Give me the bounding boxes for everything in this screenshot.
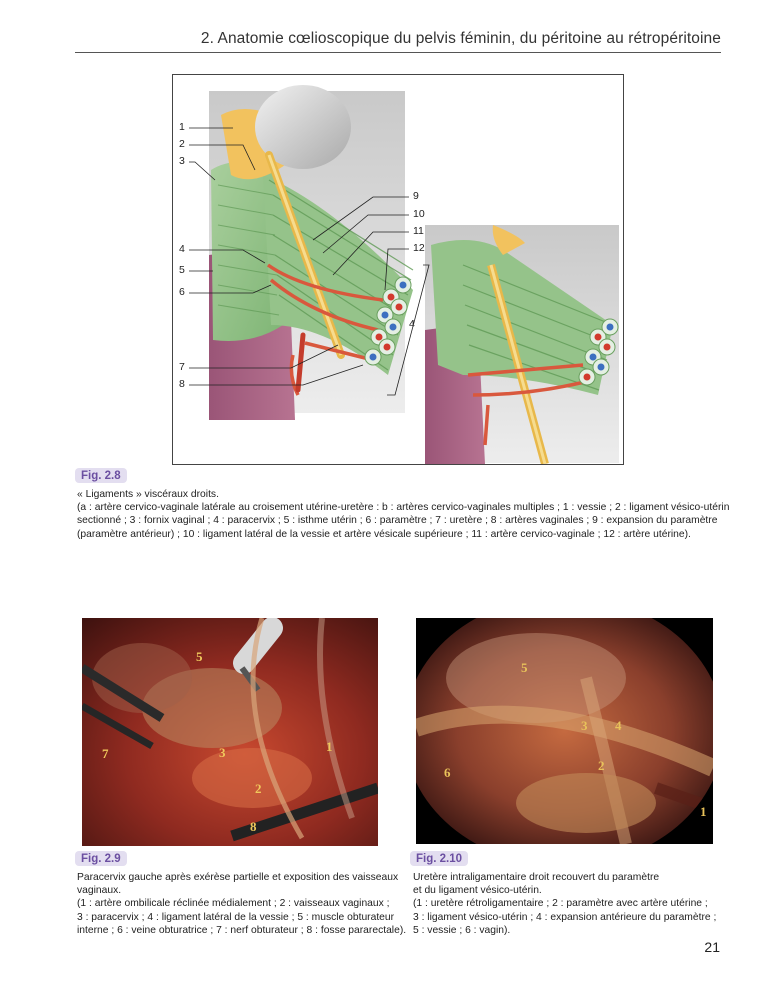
caption-line: vaginaux. (77, 885, 122, 897)
photo-label-6: 6 (444, 765, 451, 780)
figure-2-8-illustration (172, 74, 624, 465)
caption-line: (paramètre antérieur) ; 10 : ligament latéral de la vessie et artère vésicale supérieure ; 11 : artère cervico-vaginale ; 12 : artère utérine). (77, 528, 691, 540)
caption-line: (1 : uretère rétroligamentaire ; 2 : paramètre avec artère utérine ; (413, 898, 708, 910)
figure-2-10-badge: Fig. 2.10 (410, 851, 468, 866)
caption-line: et du ligament vésico-utérin. (413, 885, 542, 897)
photo-label-7: 7 (102, 746, 109, 761)
caption-line: Paracervix gauche après exérèse partielle et exposition des vaisseaux (77, 872, 399, 883)
callout-3: 3 (179, 155, 185, 167)
caption-line: interne ; 6 : veine obturatrice ; 7 : nerf obturateur ; 8 : fosse pararectale). (77, 924, 407, 936)
caption-line: (a : artère cervico-vaginale latérale au croisement utérine-uretère : b : artères cervico-vaginales multiples ; 1 : vessie ; 2 : ligament vésico-utérin (77, 502, 730, 514)
caption-line: sectionné ; 3 : fornix vaginal ; 4 : paracervix ; 5 : isthme utérin ; 6 : paramètre ; 7 : uretère ; 8 : artères vaginales ; 9 : expansion du paramètre (77, 515, 718, 527)
callout-12: 12 (413, 242, 425, 254)
callout-4: 4 (179, 243, 185, 255)
figure-2-10-caption (413, 871, 716, 937)
callout-10: 10 (413, 208, 425, 220)
running-header: 2. Anatomie cœlioscopique du pelvis féminin, du péritoine au rétropéritoine (200, 30, 721, 47)
callout-8: 8 (179, 378, 185, 390)
caption-line: « Ligaments » viscéraux droits. (77, 489, 219, 500)
figure-2-8-badge: Fig. 2.8 (75, 468, 127, 483)
caption-line: (1 : artère ombilicale réclinée médialement ; 2 : vaisseaux vaginaux ; (77, 898, 390, 910)
page-number: 21 (704, 939, 720, 955)
laparoscopy-photo-svg (416, 618, 713, 844)
photo-label-3: 3 (581, 718, 588, 733)
inset-panel (425, 225, 619, 464)
ligament-illustration-svg (173, 75, 623, 464)
photo-label-5: 5 (196, 649, 203, 664)
figure-2-9-badge: Fig. 2.9 (75, 851, 127, 866)
callout-6: 6 (179, 286, 185, 298)
callout-1: 1 (179, 121, 185, 133)
caption-line: 5 : vessie ; 6 : vagin). (413, 924, 511, 936)
photo-label-1: 1 (326, 739, 333, 754)
surgical-photo-svg (82, 618, 378, 846)
callout-bracket-4: 4 (409, 318, 415, 330)
callout-2: 2 (179, 138, 185, 150)
figure-2-9-photo (82, 618, 378, 846)
figure-2-9-caption (77, 871, 406, 937)
photo-label-4: 4 (615, 718, 622, 733)
photo-label-1: 1 (700, 804, 707, 819)
photo-label-2: 2 (255, 781, 262, 796)
callout-9: 9 (413, 190, 419, 202)
figure-2-8-caption (77, 488, 729, 541)
figure-2-10-photo (416, 618, 713, 844)
main-panel (209, 85, 413, 420)
caption-line: 3 : ligament vésico-utérin ; 4 : expansion antérieure du paramètre ; (413, 911, 717, 923)
caption-line: 3 : paracervix ; 4 : ligament latéral de la vessie ; 5 : muscle obturateur (77, 911, 395, 923)
header-rule (75, 52, 721, 53)
photo-label-3: 3 (219, 745, 226, 760)
callout-7: 7 (179, 361, 185, 373)
caption-line: Uretère intraligamentaire droit recouvert du paramètre (413, 872, 660, 883)
callout-5: 5 (179, 264, 185, 276)
photo-label-5: 5 (521, 660, 528, 675)
photo-label-2: 2 (598, 758, 605, 773)
callout-11: 11 (413, 225, 424, 237)
photo-label-8: 8 (250, 819, 257, 834)
